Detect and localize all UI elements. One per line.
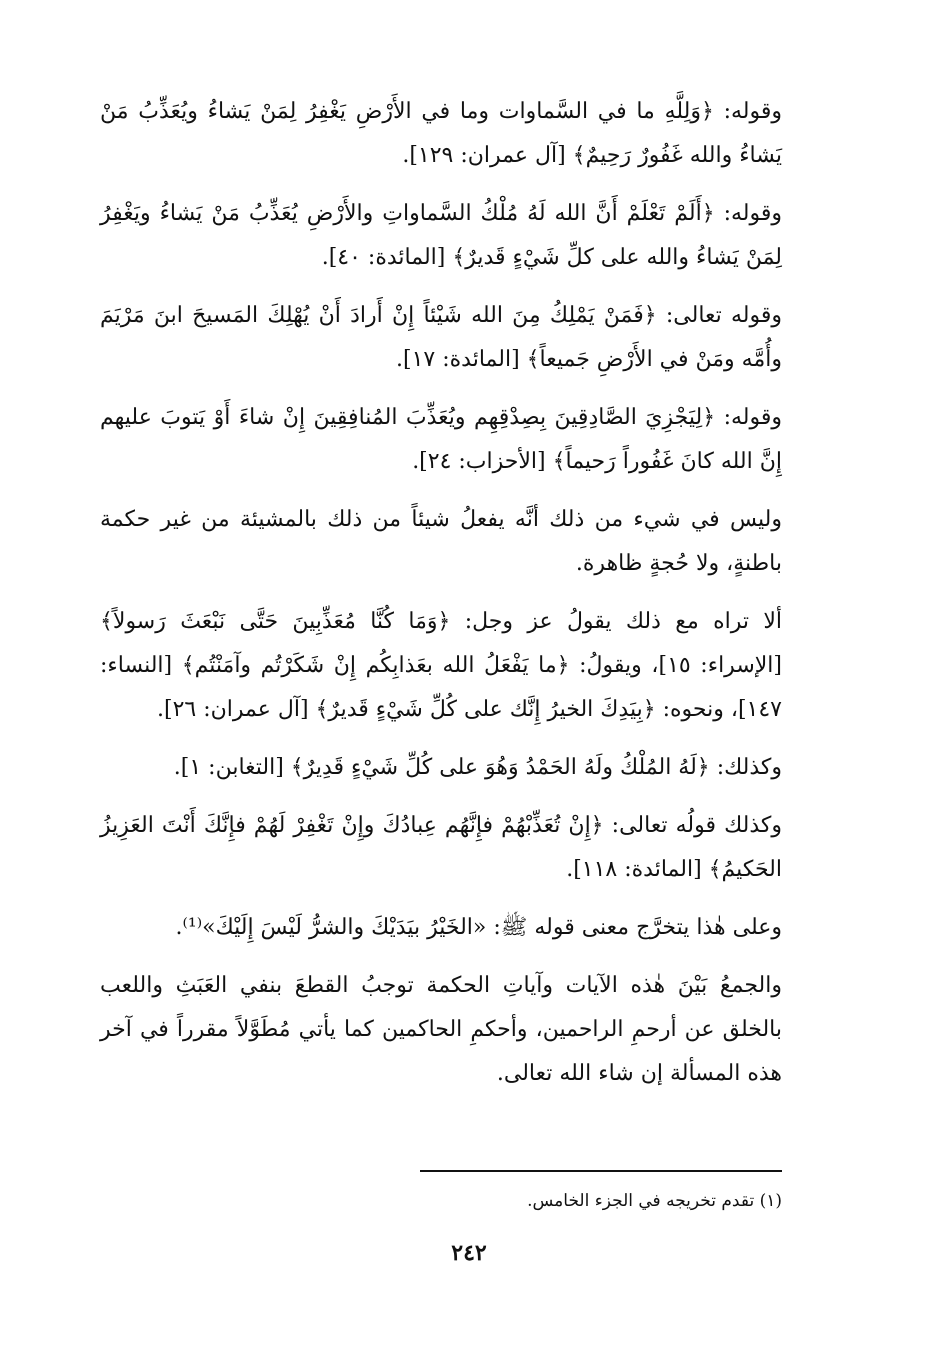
paragraph-7: وكذلك: ﴿لَهُ المُلْكُ ولَهُ الحَمْدُ وَهُوَ على كُلِّ شَيْءٍ قَدِيرٌ﴾ [التغابن: ١]. bbox=[173, 755, 782, 780]
paragraph-4: وقوله: ﴿لِيَجْزِيَ الصَّادِقِينَ بِصِدْقِهِم ويُعَذِّبَ المُنافِقِينَ إِنْ شاءَ أَوْ يَتوبَ عليهم إِنَّ الله كانَ غَفُوراً رَحيماً﴾ [الأحزاب: ٢٤]. bbox=[100, 405, 782, 474]
paragraph-10: والجمعُ بَيْنَ هٰذه الآيات وآياتِ الحكمة توجبُ القطعَ بنفي العَبَثِ واللعب بالخلق عن أرحمِ الراحمين، وأحكمِ الحاكمين كما يأتي مُطَوَّلاً مقرراً في آخر هذه المسألة إن شاء الله تعالى. bbox=[100, 973, 782, 1086]
paragraph-3: وقوله تعالى: ﴿فَمَنْ يَمْلِكُ مِنَ الله شَيْئاً إِنْ أَرادَ أَنْ يُهْلِكَ المَسيحَ ابنَ مَرْيَمَ وأُمَّه ومَنْ في الأَرْضِ جَميعاً﴾ [المائدة: ١٧]. bbox=[100, 303, 782, 372]
paragraph-6: ألا تراه مع ذلك يقولُ عز وجل: ﴿وَمَا كُنَّا مُعَذِّبِينَ حَتَّى نَبْعَثَ رَسولاً﴾ [الإسراء: ١٥]، ويقولُ: ﴿ما يَفْعَلُ الله بعَذابِكُم إِنْ شَكَرْتُم وآمَنْتُم﴾ [النساء: ١٤٧]، ونحوه: ﴿بِيَدِكَ الخيرُ إِنَّك على كُلِّ شَيْءٍ قَديرٌ﴾ [آل عمران: ٢٦]. bbox=[100, 609, 782, 722]
main-text bbox=[100, 90, 782, 1110]
footnote-divider bbox=[420, 1170, 782, 1172]
paragraph-9: وعلى هٰذا يتخرَّج معنى قوله ﷺ: «الخَيْرُ بيَدَيْكَ والشرُّ لَيْسَ إِلَيْكَ»⁽¹⁾. bbox=[175, 915, 782, 940]
paragraph-1: وقوله: ﴿وَلِلَّهِ ما في السَّماوات وما في الأَرْضِ يَغْفِرُ لِمَنْ يَشاءُ ويُعَذِّبُ مَنْ يَشاءُ والله غَفُورٌ رَحِيمٌ﴾ [آل عمران: ١٢٩]. bbox=[100, 99, 782, 168]
footnote: (١) تقدم تخريجه في الجزء الخامس. bbox=[527, 1191, 782, 1211]
page-number: ٢٤٢ bbox=[451, 1240, 487, 1266]
paragraph-2: وقوله: ﴿أَلَمْ تَعْلَمْ أَنَّ الله لَهُ مُلْكُ السَّماواتِ والأَرْضِ يُعَذِّبُ مَنْ يَشاءُ ويَغْفِرُ لِمَنْ يَشاءُ والله على كلِّ شَيْءٍ قَديرٌ﴾ [المائدة: ٤٠]. bbox=[100, 201, 782, 270]
paragraph-8: وكذلك قولُه تعالى: ﴿إِنْ تُعَذِّبْهُمْ فإِنَّهُم عِبادُكَ وإِنْ تَغْفِرْ لَهُمْ فإِنَّكَ أَنْتَ العَزِيزُ الحَكيمُ﴾ [المائدة: ١١٨]. bbox=[100, 813, 782, 882]
paragraph-5: وليس في شيء من ذلك أنَّه يفعلُ شيئاً من ذلك بالمشيئة من غير حكمة باطنةٍ، ولا حُجةٍ ظاهرة. bbox=[100, 507, 783, 576]
